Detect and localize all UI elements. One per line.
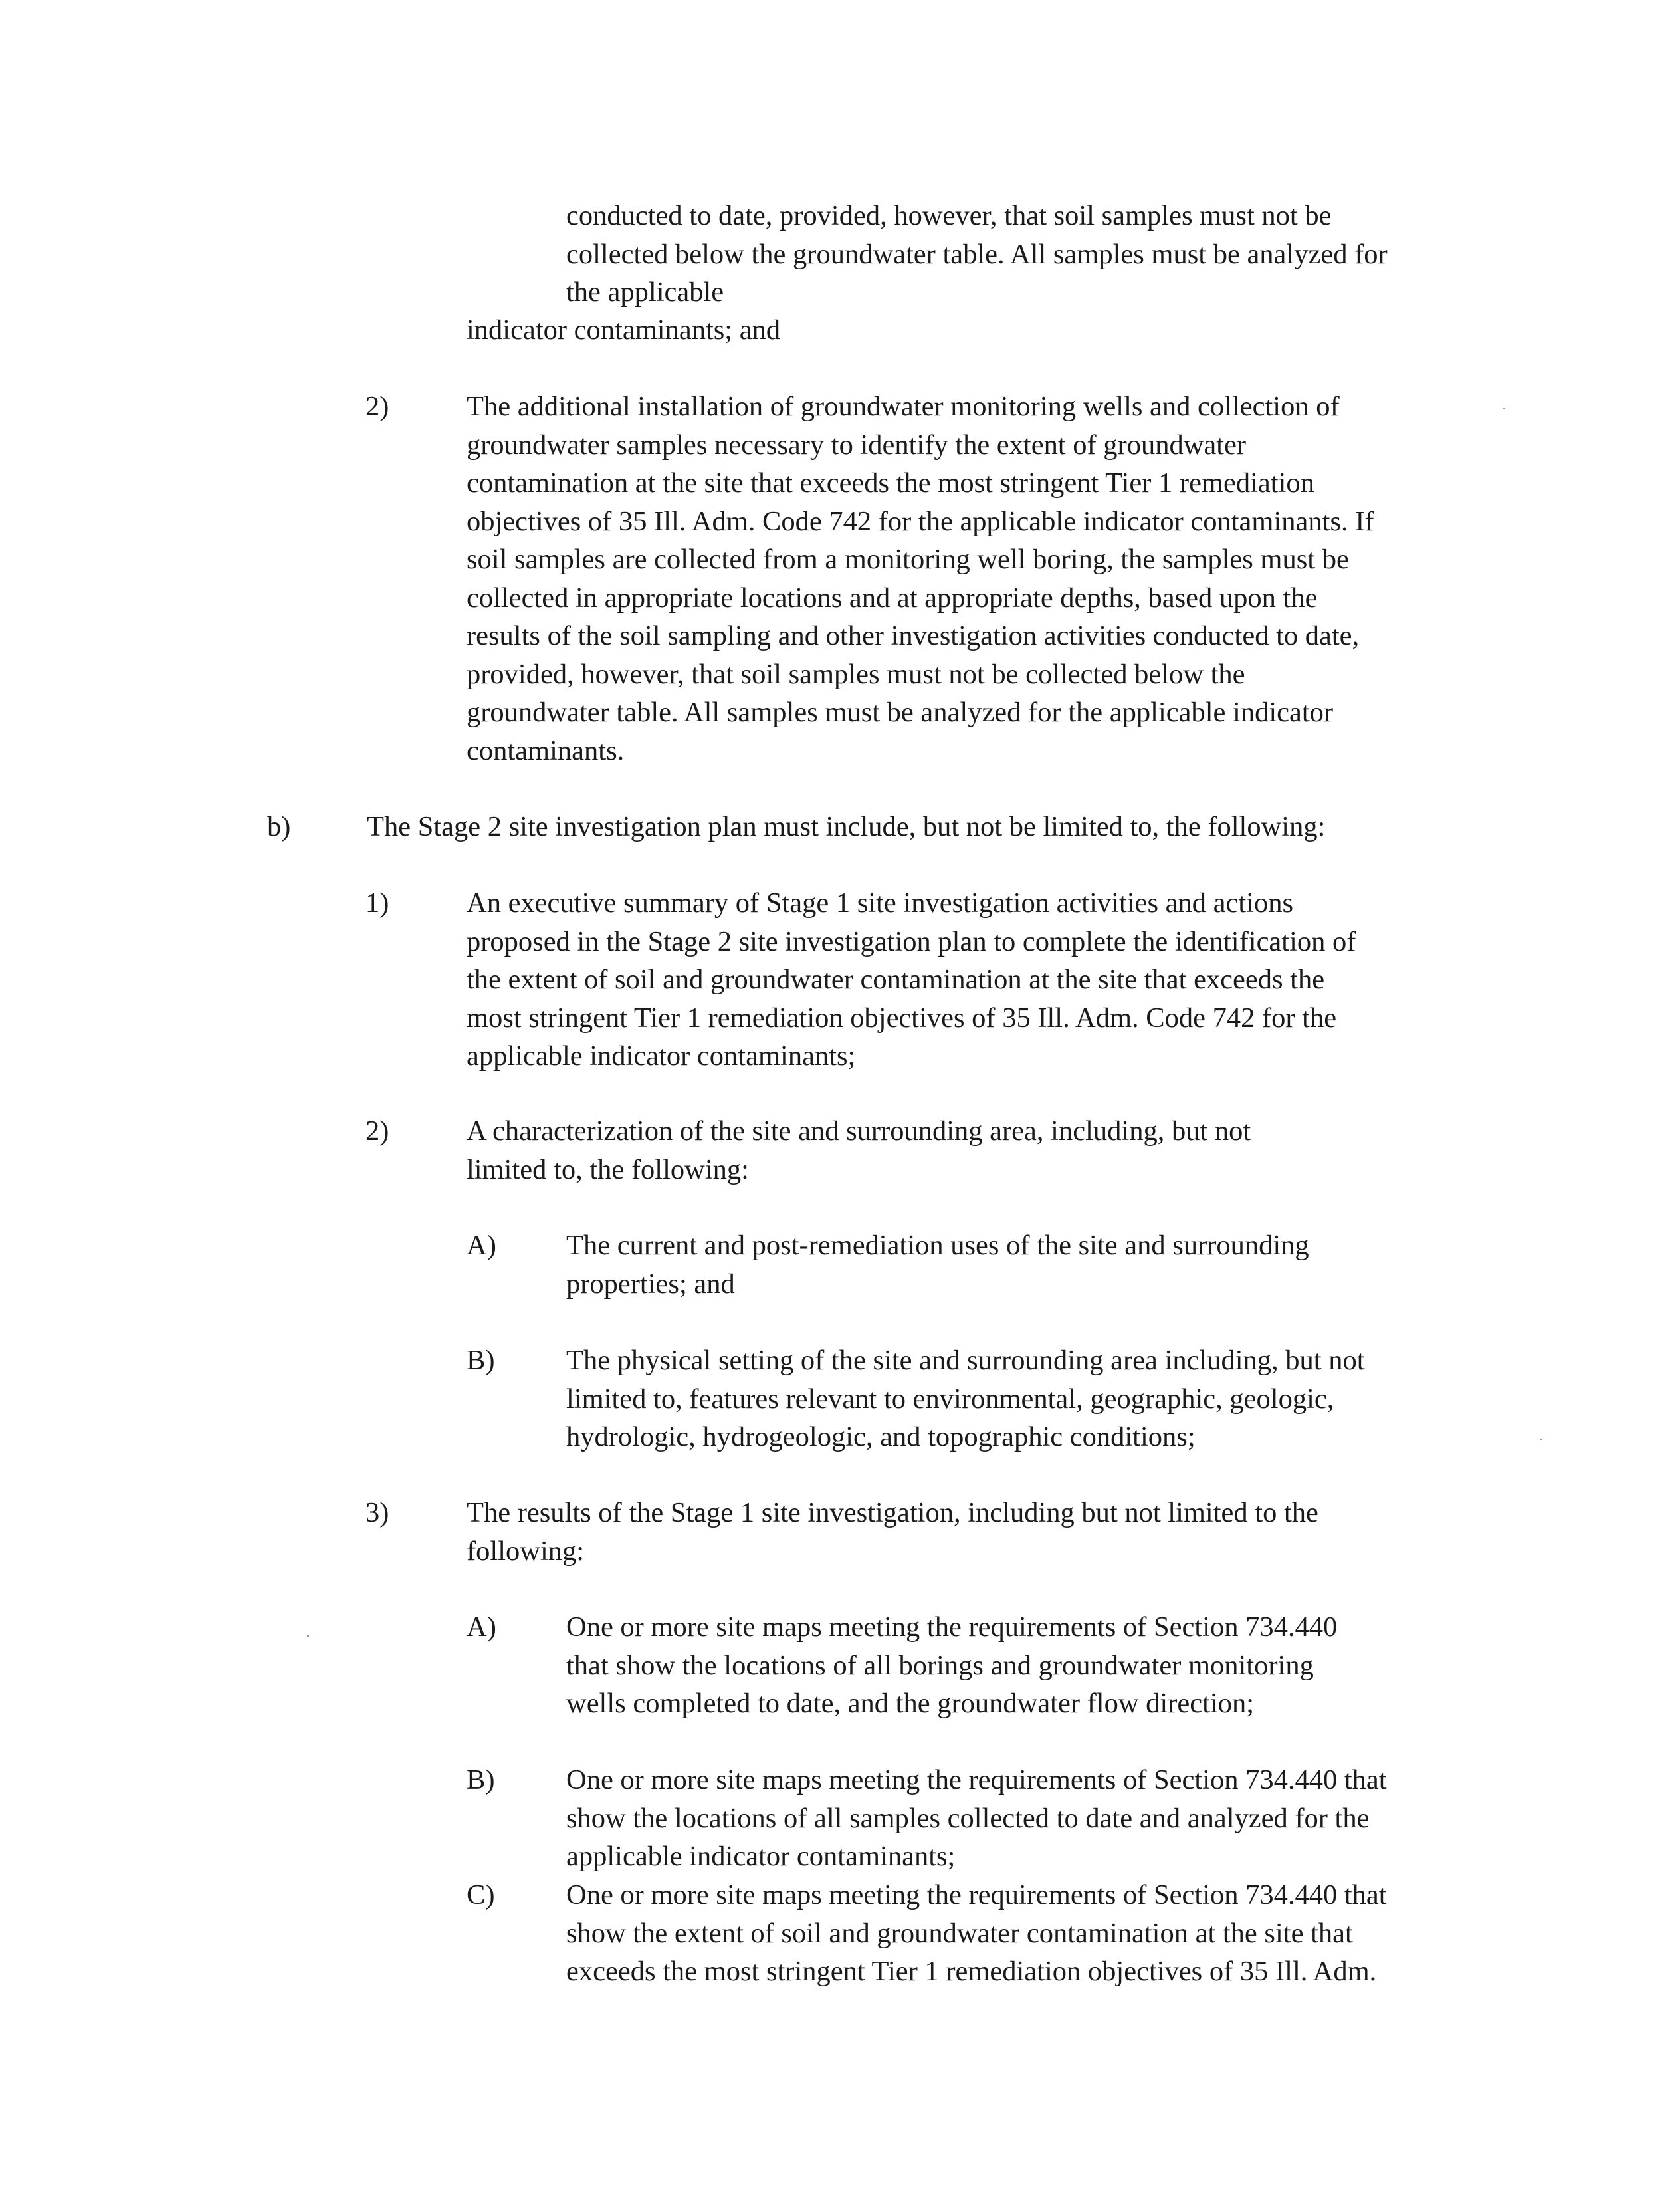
continuation-tail	[467, 311, 780, 350]
text-line: collected below the groundwater table. All samples must be analyzed for	[566, 238, 1388, 270]
text-line: objectives of 35 Ill. Adm. Code 742 for the applicable indicator contaminants. If	[467, 505, 1374, 537]
item-b3-paragraph	[467, 1494, 1318, 1570]
text-line: groundwater samples necessary to identify the extent of groundwater	[467, 429, 1247, 461]
text-line: provided, however, that soil samples must not be collected below the	[467, 658, 1245, 690]
text-line: An executive summary of Stage 1 site investigation activities and actions	[467, 887, 1293, 919]
list-marker: 2)	[366, 391, 389, 422]
text-line: conducted to date, provided, however, that soil samples must not be	[566, 200, 1332, 231]
item-b2-paragraph	[467, 1112, 1251, 1189]
section-b-intro	[367, 808, 1325, 846]
section-marker: b)	[267, 811, 291, 842]
text-line: exceeds the most stringent Tier 1 remediation objectives of 35 Ill. Adm.	[566, 1956, 1377, 1987]
text-line: One or more site maps meeting the requirements of Section 734.440 that	[566, 1879, 1387, 1910]
item-b3-B-paragraph	[566, 1761, 1387, 1876]
text-line: following:	[467, 1535, 585, 1567]
text-line: The Stage 2 site investigation plan must include, but not be limited to, the following:	[367, 811, 1326, 842]
item-b1-paragraph	[467, 884, 1356, 1076]
text-line: The additional installation of groundwater monitoring wells and collection of	[467, 391, 1340, 422]
item-b3-C-paragraph	[566, 1876, 1387, 1991]
text-line: The current and post-remediation uses of the site and surrounding	[566, 1230, 1309, 1261]
list-marker: 1)	[366, 887, 389, 919]
sub-list-marker: A)	[467, 1230, 496, 1261]
scan-speck	[1503, 408, 1505, 409]
list-marker: 2)	[366, 1115, 389, 1147]
text-line: the extent of soil and groundwater contamination at the site that exceeds the	[467, 964, 1325, 995]
text-line: limited to, features relevant to environmental, geographic, geologic,	[566, 1383, 1334, 1415]
item-a2-paragraph	[467, 388, 1374, 770]
text-line: One or more site maps meeting the requirements of Section 734.440	[566, 1611, 1338, 1643]
text-line: contamination at the site that exceeds the most stringent Tier 1 remediation	[467, 467, 1314, 499]
text-line: show the extent of soil and groundwater contamination at the site that	[566, 1917, 1353, 1949]
text-line: collected in appropriate locations and at appropriate depths, based upon the	[467, 582, 1318, 614]
text-line: properties; and	[566, 1268, 735, 1300]
text-line: applicable indicator contaminants;	[566, 1841, 956, 1872]
scan-speck	[307, 1635, 309, 1637]
text-line: that show the locations of all borings and groundwater monitoring	[566, 1649, 1314, 1681]
item-b3-A-paragraph	[566, 1608, 1337, 1723]
item-b2-A-paragraph	[566, 1226, 1309, 1303]
sub-list-marker: C)	[467, 1879, 495, 1910]
text-line: show the locations of all samples collected to date and analyzed for the	[566, 1802, 1370, 1834]
text-line: wells completed to date, and the groundwater flow direction;	[566, 1688, 1255, 1719]
text-line: indicator contaminants; and	[467, 314, 781, 346]
continuation-paragraph	[566, 197, 1388, 312]
text-line: results of the soil sampling and other investigation activities conducted to date,	[467, 620, 1360, 651]
sub-list-marker: A)	[467, 1611, 496, 1643]
item-b2-B-paragraph	[566, 1341, 1365, 1456]
scan-speck	[1540, 1439, 1542, 1440]
text-line: soil samples are collected from a monitoring well boring, the samples must be	[467, 544, 1349, 575]
sub-list-marker: B)	[467, 1764, 495, 1795]
text-line: groundwater table. All samples must be analyzed for the applicable indicator	[467, 697, 1334, 728]
text-line: contaminants.	[467, 735, 625, 766]
text-line: hydrologic, hydrogeologic, and topographic conditions;	[566, 1421, 1196, 1452]
text-line: applicable indicator contaminants;	[467, 1040, 856, 1072]
text-line: The physical setting of the site and surrounding area including, but not	[566, 1345, 1365, 1376]
text-line: proposed in the Stage 2 site investigation plan to complete the identification of	[467, 925, 1356, 957]
text-line: the applicable	[566, 277, 724, 308]
text-line: most stringent Tier 1 remediation objectives of 35 Ill. Adm. Code 742 for the	[467, 1002, 1337, 1034]
text-line: One or more site maps meeting the requirements of Section 734.440 that	[566, 1764, 1387, 1795]
text-line: A characterization of the site and surrounding area, including, but not	[467, 1115, 1251, 1147]
text-line: The results of the Stage 1 site investigation, including but not limited to the	[467, 1497, 1318, 1528]
list-marker: 3)	[366, 1497, 389, 1528]
sub-list-marker: B)	[467, 1345, 495, 1376]
text-line: limited to, the following:	[467, 1153, 749, 1185]
